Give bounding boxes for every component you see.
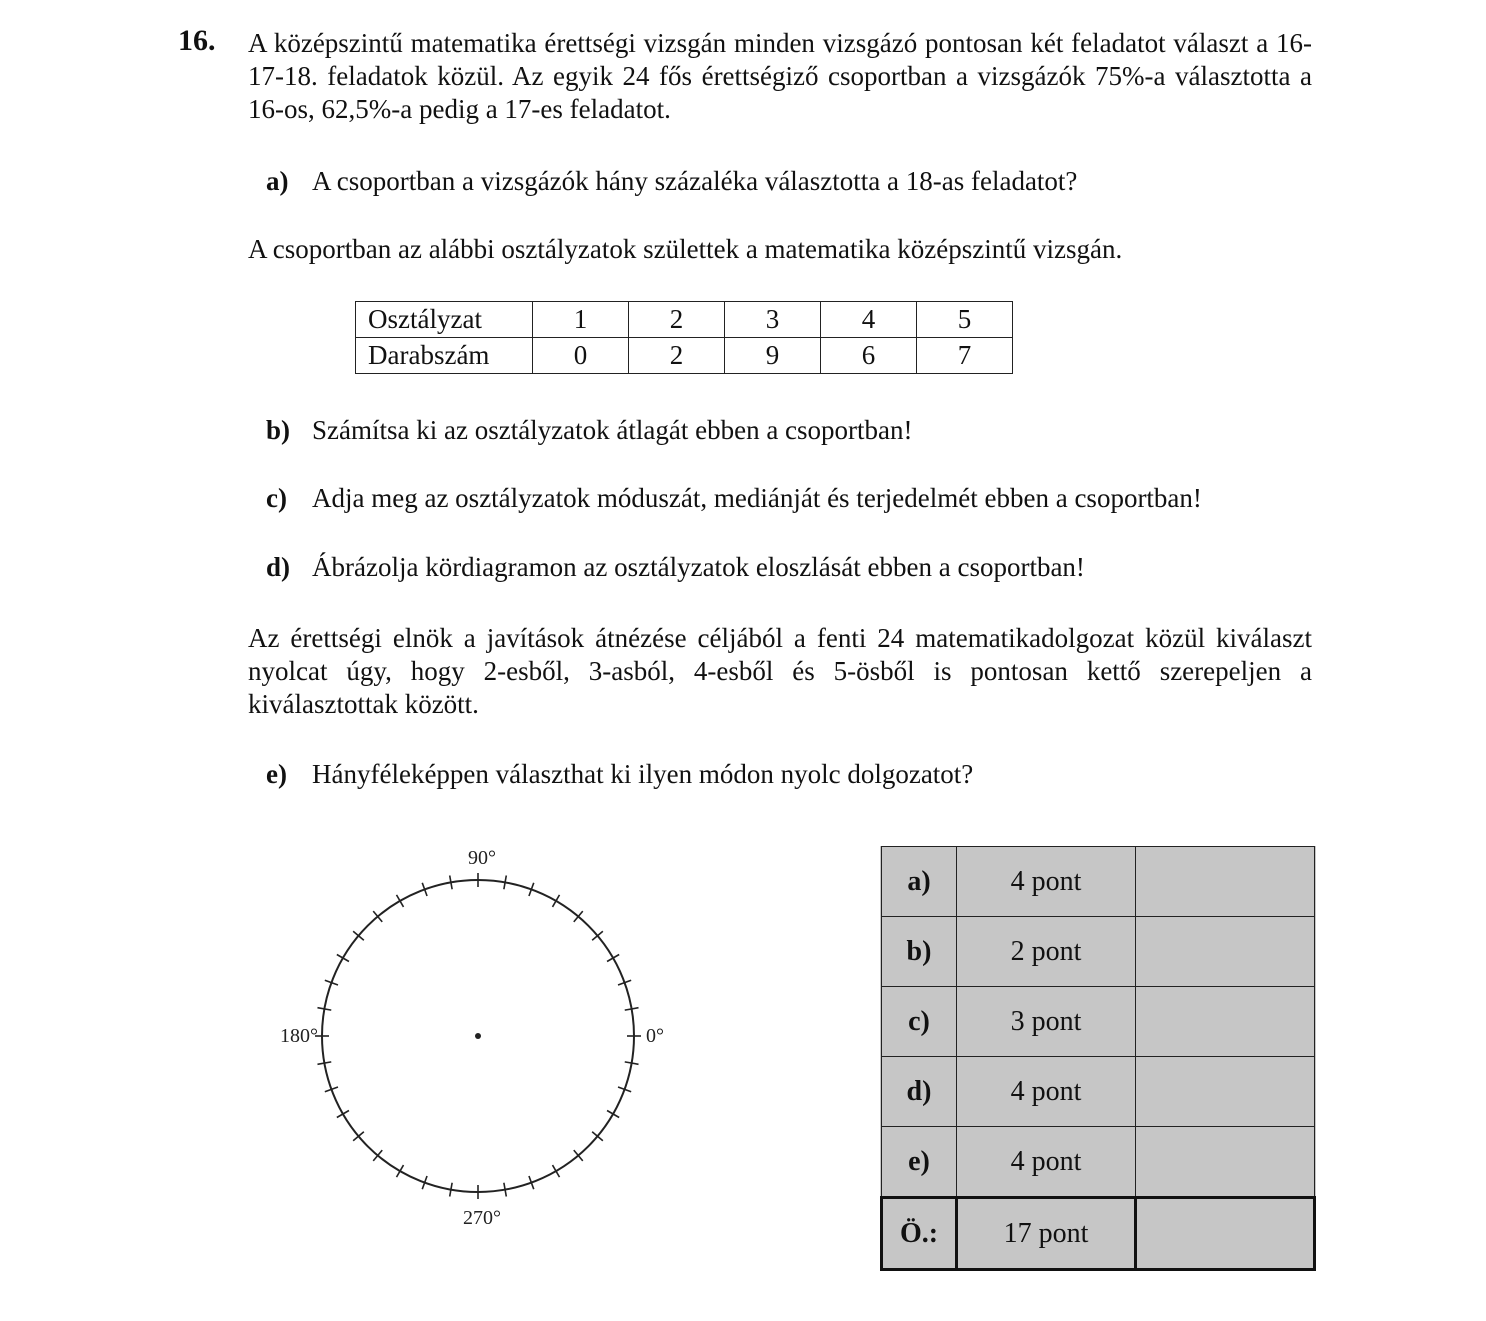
score-points: 4 pont xyxy=(957,1057,1136,1127)
score-earned-cell[interactable] xyxy=(1136,847,1315,917)
question-b xyxy=(266,414,913,447)
grades-intro: A csoportban az alábbi osztályzatok születtek a matematika középszintű vizsgán. xyxy=(248,234,1123,264)
score-total-label: Ö.: xyxy=(882,1198,957,1270)
question-e xyxy=(266,758,973,791)
score-total-earned-cell[interactable] xyxy=(1136,1198,1315,1270)
score-row xyxy=(882,847,1315,917)
tick-mark xyxy=(397,895,404,907)
score-part-label: b) xyxy=(882,917,957,987)
center-dot xyxy=(475,1033,481,1039)
question-a-text: A csoportban a vizsgázók hány százaléka választotta a 18-as feladatot? xyxy=(312,166,1078,196)
score-row xyxy=(882,1057,1315,1127)
question-d-text: Ábrázolja kördiagramon az osztályzatok eloszlását ebben a csoportban! xyxy=(312,552,1085,582)
score-earned-cell[interactable] xyxy=(1136,1127,1315,1198)
score-earned-cell[interactable] xyxy=(1136,1057,1315,1127)
grade-cell: 4 xyxy=(821,302,917,338)
question-b-label: b) xyxy=(266,415,291,445)
question-c-label: c) xyxy=(266,483,287,513)
tick-mark xyxy=(337,1111,349,1118)
angle-circle-diagram xyxy=(260,840,700,1240)
label-90-degrees: 90° xyxy=(468,847,496,869)
score-points: 3 pont xyxy=(957,987,1136,1057)
label-180-degrees: 180° xyxy=(280,1025,318,1047)
tick-mark xyxy=(397,1165,404,1177)
grades-row-count xyxy=(356,338,1013,374)
problem-intro: A középszintű matematika érettségi vizsgán minden vizsgázó pontosan két feladatot választ a 16-17-18. feladatok közül. Az egyik 24 fős érettségiző csoportban a vizsgázók 75%-a választotta a 16-os, 62,5%-a pedig a 17-es feladatot. xyxy=(248,28,1312,124)
count-cell: 0 xyxy=(533,338,629,374)
score-points: 2 pont xyxy=(957,917,1136,987)
grade-cell: 2 xyxy=(629,302,725,338)
count-cell: 7 xyxy=(917,338,1013,374)
question-a xyxy=(266,165,1077,198)
question-b-text: Számítsa ki az osztályzatok átlagát ebben a csoportban! xyxy=(312,415,913,445)
count-cell: 6 xyxy=(821,338,917,374)
score-part-label: a) xyxy=(882,847,957,917)
problem-number: 16. xyxy=(178,24,216,57)
tick-mark xyxy=(337,955,349,962)
question-c xyxy=(266,482,1202,515)
score-table xyxy=(880,846,1316,1271)
count-cell: 9 xyxy=(725,338,821,374)
score-points: 4 pont xyxy=(957,1127,1136,1198)
tick-mark xyxy=(607,1111,619,1118)
score-row xyxy=(882,987,1315,1057)
grade-cell: 3 xyxy=(725,302,821,338)
score-earned-cell[interactable] xyxy=(1136,917,1315,987)
grades-row-grade-label: Osztályzat xyxy=(356,302,533,338)
score-part-label: c) xyxy=(882,987,957,1057)
question-a-label: a) xyxy=(266,166,289,196)
count-cell: 2 xyxy=(629,338,725,374)
score-row xyxy=(882,917,1315,987)
grade-cell: 5 xyxy=(917,302,1013,338)
score-total-row xyxy=(882,1198,1315,1270)
label-270-degrees: 270° xyxy=(463,1207,501,1229)
score-part-label: d) xyxy=(882,1057,957,1127)
label-0-degrees: 0° xyxy=(646,1025,664,1047)
score-total-points: 17 pont xyxy=(957,1198,1136,1270)
question-c-text: Adja meg az osztályzatok móduszát, mediánját és terjedelmét ebben a csoportban! xyxy=(312,483,1202,513)
grades-row-count-label: Darabszám xyxy=(356,338,533,374)
question-d xyxy=(266,551,1085,584)
tick-mark xyxy=(553,1165,560,1177)
score-earned-cell[interactable] xyxy=(1136,987,1315,1057)
grades-row-grade xyxy=(356,302,1013,338)
tick-mark xyxy=(553,895,560,907)
question-d-label: d) xyxy=(266,552,291,582)
score-part-label: e) xyxy=(882,1127,957,1198)
score-row xyxy=(882,1127,1315,1198)
question-e-text: Hányféleképpen választhat ki ilyen módon nyolc dolgozatot? xyxy=(312,759,974,789)
grade-cell: 1 xyxy=(533,302,629,338)
question-e-label: e) xyxy=(266,759,287,789)
tick-mark xyxy=(607,955,619,962)
grades-table xyxy=(355,301,1013,374)
selection-intro: Az érettségi elnök a javítások átnézése céljából a fenti 24 matematikadolgozat közül kiválaszt nyolcat úgy, hogy 2-esből, 3-asból, 4-esből és 5-ösből is pontosan kettő szerepeljen a kiválasztottak között. xyxy=(248,623,1312,719)
score-points: 4 pont xyxy=(957,847,1136,917)
